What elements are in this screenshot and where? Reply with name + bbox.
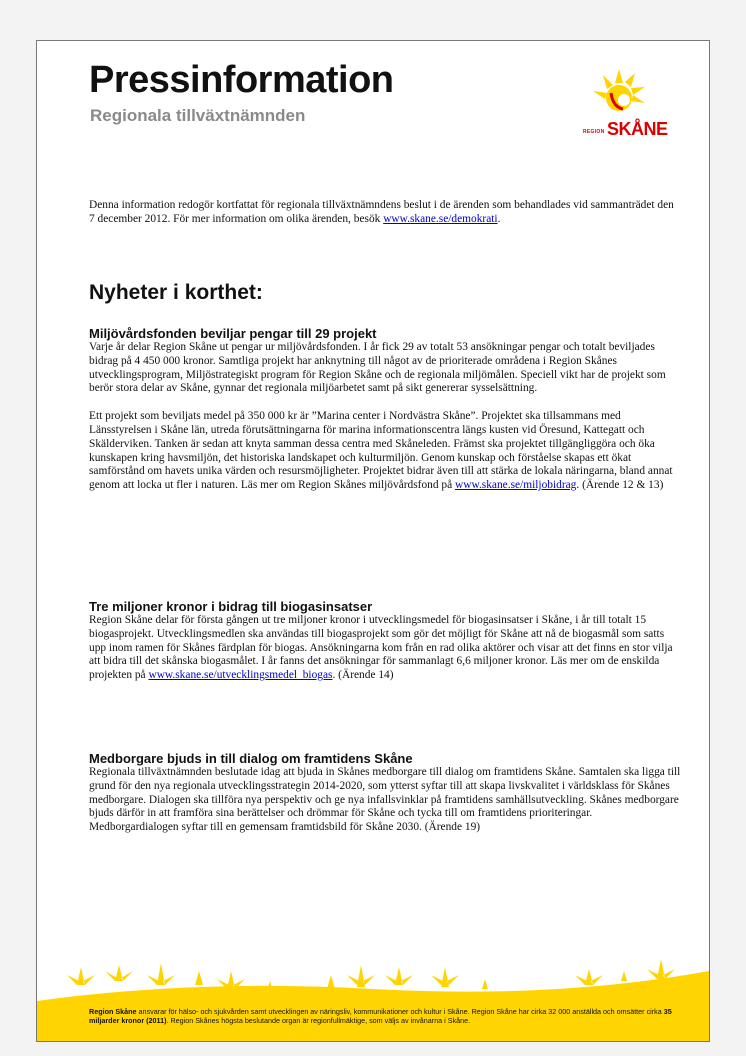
article-biogas [89,599,683,697]
page-subtitle: Regionala tillväxtnämnden [90,106,306,125]
article-paragraph [89,614,683,683]
intro-paragraph [89,199,679,227]
miljobidrag-link[interactable]: www.skane.se/miljobidrag [455,479,577,492]
footer-text-part: . Region Skånes högsta beslutande organ är regionfullmäktige, som väljs av invånarna i Skåne. [166,1016,471,1026]
intro-text-end: . [497,212,501,225]
article-text: Ett projekt som beviljats medel på 350 000 kr är ”Marina center i Nordvästra Skåne”. Projektet ska tillsammans med Länsstyrelsen i Skåne län, utreda förutsättningarna för marina informationscentra längs kusten vid Öresund, Kattegatt och Skälderviken. Tanken är sedan att knyta samman dessa centra med Skåneleden. Främst ska projektet tillgängliggöra och öka kunskapen kring havsmiljön, det historiska landskapet och kulturmiljön. Genom kunskap och förståelse skapas ett ökat samförstånd om havets unika värden och resursmöjligheter. Projektet bidrar även till att stärka de lokala näringarna, bland annat genom att locka ut fler i naturen. Läs mer om Region Skånes miljövårdsfond på [89,410,673,492]
article-paragraph: Regionala tillväxtnämnden beslutade idag att bjuda in Skånes medborgare till dialog om framtidens Skåne. Samtalen ska ligga till grund för den nya regionala utvecklingsstrategin 2014-2020, som ytterst syftar till att skapa livskvalitet i världsklass för Skånes medborgare. Dialogen ska tillföra nya perspektiv och ge nya infallsvinklar på framtidens samhällsutveckling. Skånes medborgare bjuds därför in att framföra sina berättelser och drömmar för Skåne och tycka till om framtidens prioriteringar. Medborgardialogen syftar till en gemensam framtidsbild för Skåne 2030. (Ärende 19) [89,766,681,834]
footer-bold-org: Region Skåne [89,1007,137,1016]
article-title: Medborgare bjuds in till dialog om framtidens Skåne [89,751,413,766]
page-title: Pressinformation [89,59,394,101]
footer-text [89,1007,689,1025]
article-title: Miljövårdsfonden beviljar pengar till 29 projekt [89,326,377,341]
footer-bold-amount: 35 miljarder kronor (2011) [89,1007,672,1026]
document-page [36,40,710,1042]
logo-skane-text: SKÅNE [607,119,668,139]
article-text: Region Skåne delar för första gången ut tre miljoner kronor i utvecklingsmedel för biogasinsatser i Skåne, i år till totalt 15 biogasprojekt. Utvecklingsmedlen ska användas till biogasprojekt som gör det möjligt för Skåne att nå de biogasmål som satts upp inom ramen för Skånes färdplan för biogas. Ansökningarna kom från en rad olika aktörer och visar att det finns en stor vilja att bidra till det skånska biogasmålet. I år fanns det ansökningar för sammanlagt 6,6 miljoner kronor. Läs mer om de enskilda projekten på [89,614,673,682]
intro-text: Denna information redogör kortfattat för regionala tillväxtnämndens beslut i de ärenden som behandlades vid sammanträdet den 7 december 2012. För mer information om olika ärenden, besök [89,199,674,225]
article-paragraph: Varje år delar Region Skåne ut pengar ur miljövårdsfonden. I år fick 29 av totalt 53 ansökningar pengar och totalt beviljades bidrag på 4 450 000 kronor. Samtliga projekt har anknytning till något av de prioriterade områdena i Region Skånes utvecklingsprogram, Miljöstrategiskt program för Region Skåne och de regionala miljömålen. Speciell vikt har de projekt som berör stora delar av Skåne, gynnar det regionala miljöarbetet samt på sikt genererar sysselsättning. [89,341,666,395]
footer-text-part: ansvarar för hälso- och sjukvården samt utvecklingen av näringsliv, kommunikationer och kultur i Skåne. Region Skåne har cirka 32 000 anställda och omsätter cirka [136,1007,664,1016]
article-miljovardsfonden [89,326,683,507]
article-text-end: . (Ärende 12 & 13) [576,479,664,492]
biogas-link[interactable]: www.skane.se/utvecklingsmedel_biogas [148,669,333,682]
demokrati-link[interactable]: www.skane.se/demokrati [383,212,498,225]
logo-region-text: REGION [583,129,605,135]
article-paragraph [89,410,683,493]
article-title: Tre miljoner kronor i bidrag till biogasinsatser [89,599,373,614]
article-medborgardialog [89,751,683,849]
footer-decoration [37,941,709,1041]
section-heading: Nyheter i korthet: [89,281,263,304]
article-text-end: . (Ärende 14) [332,669,394,682]
